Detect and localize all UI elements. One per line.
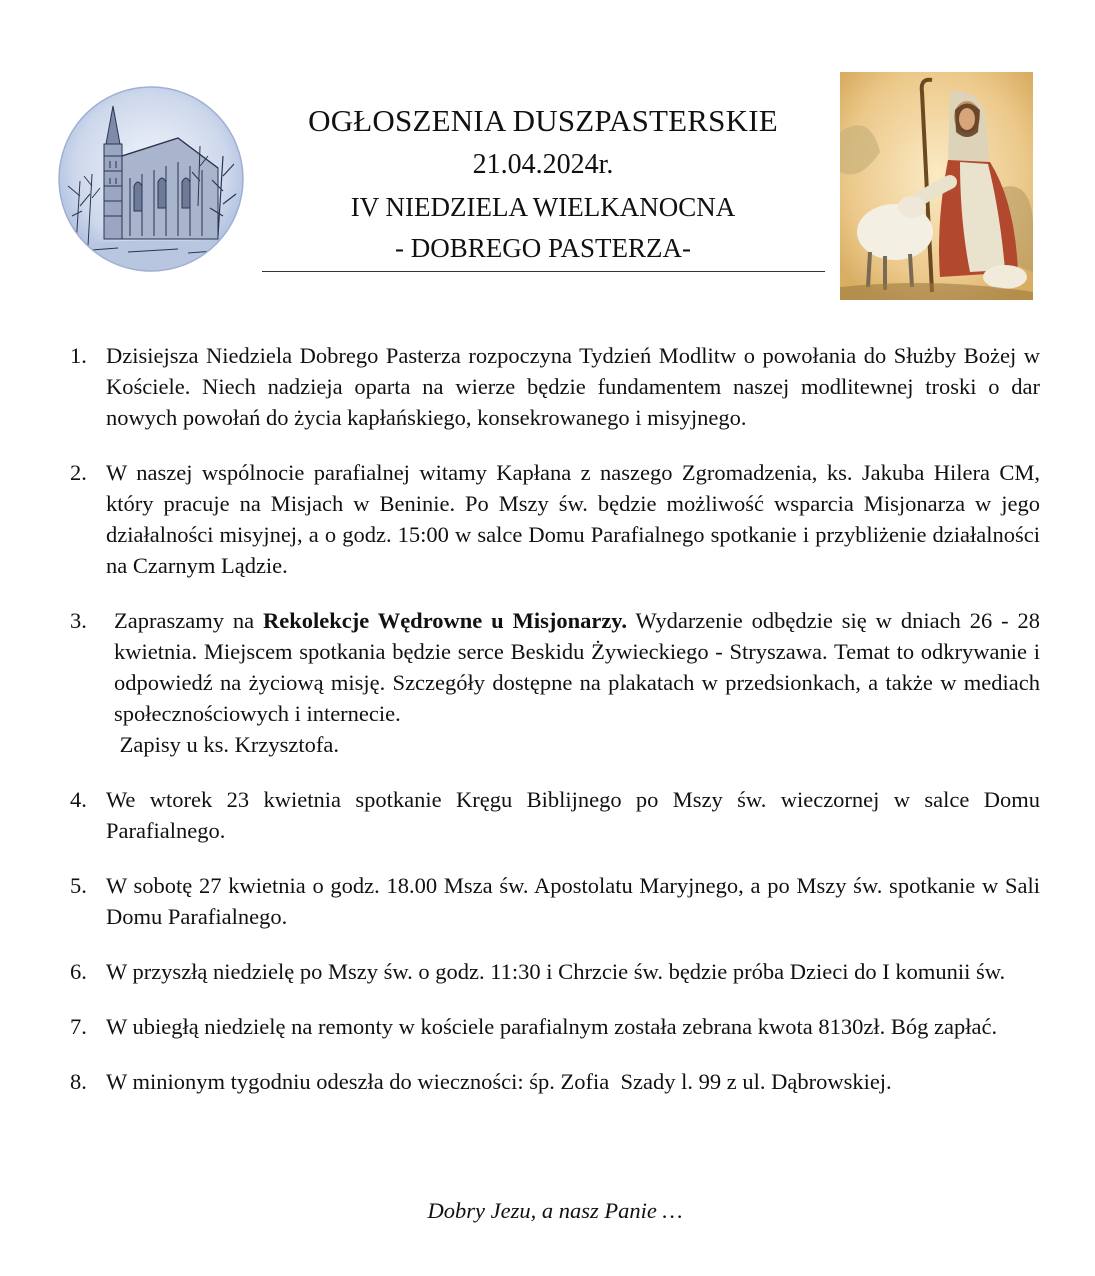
closing-prayer: Dobry Jezu, a nasz Panie …	[427, 1198, 683, 1223]
announcement-item	[70, 956, 1040, 987]
announcement-item	[70, 1066, 1040, 1097]
item-text: W naszej wspólnocie parafialnej witamy Kapłana z naszego Zgromadzenia, ks. Jakuba Hilera CM, który pracuje na Misjach w Beninie. Po Mszy św. będzie możliwość wsparcia Misjonarza w jego działalności misyjnej, a o godz. 15:00 w salce Domu Parafialnego spotkanie i przybliżenie działalności na Czarnym Lądzie.	[106, 460, 1040, 578]
liturgical-sunday: IV NIEDZIELA WIELKANOCNA	[350, 192, 736, 222]
announcement-item	[70, 605, 1040, 760]
announcement-item	[70, 870, 1040, 932]
item-text: W ubiegłą niedzielę na remonty w kościele parafialnym została zebrana kwota 8130zł. Bóg zapłać.	[106, 1014, 998, 1039]
good-shepherd-illustration	[840, 72, 1033, 300]
item-text	[106, 605, 1040, 760]
announcement-item	[70, 1011, 1040, 1042]
item-number: 4.	[70, 787, 87, 812]
item-text: W sobotę 27 kwietnia o godz. 18.00 Msza św. Apostolatu Maryjnego, a po Mszy św. spotkanie w Sali Domu Parafialnego.	[106, 873, 1040, 929]
title-block	[262, 105, 824, 262]
announcement-item	[70, 340, 1040, 433]
title-divider	[262, 271, 825, 272]
item-number: 6.	[70, 959, 87, 984]
header	[0, 0, 1095, 310]
page-title: OGŁOSZENIA DUSZPASTERSKIE	[308, 103, 778, 138]
announcement-item	[70, 784, 1040, 846]
item-number: 5.	[70, 873, 87, 898]
item-number: 3.	[70, 608, 87, 633]
announcements-list	[70, 340, 1040, 1121]
sunday-subtitle: - DOBREGO PASTERZA-	[394, 233, 692, 263]
item-number: 1.	[70, 343, 87, 368]
item-text: W minionym tygodniu odeszła do wieczności: śp. Zofia Szady l. 99 z ul. Dąbrowskiej.	[106, 1069, 892, 1094]
retreat-name: Rekolekcje Wędrowne u Misjonarzy.	[262, 608, 627, 633]
church-illustration	[58, 86, 244, 272]
item-text-details: Wydarzenie odbędzie się w dniach 26 - 28 kwietnia. Miejscem spotkania będzie serce Beskidu Żywieckiego - Stryszawa. Temat to odkrywanie i odpowiedź na życiową misję. Szczegóły dostępne na plakatach w przedsionkach, a także w mediach społecznościowych i internecie.	[114, 608, 1040, 726]
announcement-item	[70, 457, 1040, 581]
item-text-signup: Zapisy u ks. Krzysztofa.	[119, 732, 339, 757]
item-text: W przyszłą niedzielę po Mszy św. o godz. 11:30 i Chrzcie św. będzie próba Dzieci do I komunii św.	[106, 959, 1006, 984]
item-number: 8.	[70, 1069, 87, 1094]
item-number: 2.	[70, 460, 87, 485]
item-text: We wtorek 23 kwietnia spotkanie Kręgu Biblijnego po Mszy św. wieczornej w salce Domu Parafialnego.	[106, 787, 1040, 843]
item-text-intro: Zapraszamy na	[114, 608, 263, 633]
item-text: Dzisiejsza Niedziela Dobrego Pasterza rozpoczyna Tydzień Modlitw o powołania do Służby Bożej w Kościele. Niech nadzieja oparta na wierze będzie fundamentem naszej modlitewnej troski o dar nowych powołań do życia kapłańskiego, konsekrowanego i misyjnego.	[106, 343, 1040, 430]
announcement-date: 21.04.2024r.	[472, 149, 614, 180]
item-number: 7.	[70, 1014, 87, 1039]
